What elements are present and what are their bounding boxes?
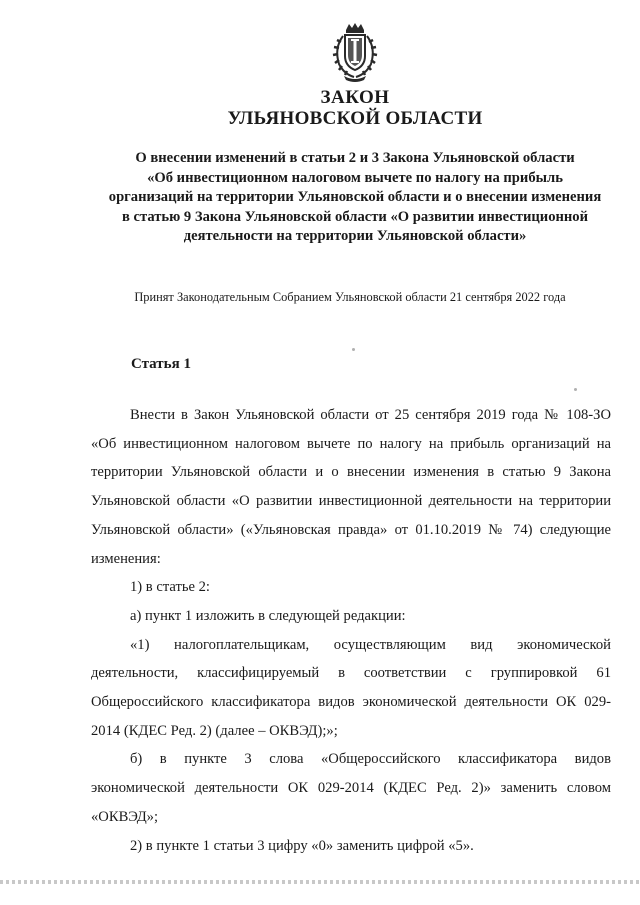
law-title-line: «Об инвестиционном налоговом вычете по налогу на прибыль (147, 169, 563, 186)
paragraph: 1) в статье 2: (130, 579, 210, 596)
region-heading: УЛЬЯНОВСКОЙ ОБЛАСТИ (227, 108, 483, 129)
paragraph: «1) налогоплательщикам, осуществляющим вид экономической деятельности, классифицируемый в соответствии с группировкой 61 Общероссийского классификатора видов экономической деятельности ОК 029-2014 (КДЕС Ред. 2) (далее – ОКВЭД);»; (91, 636, 611, 739)
scan-speck (352, 348, 355, 351)
scan-speck (574, 388, 577, 391)
paragraph: Внести в Закон Ульяновской области от 25 сентября 2019 года № 108-ЗО «Об инвестиционном налоговом вычете по налогу на прибыль организаций на территории Ульяновской области и о внесении изменения в статью 9 Закона Ульяновской области «О развитии инвестиционной деятельности на территории Ульяновской области» («Ульяновская правда» от 01.10.2019 № 74) следующие изменения: (91, 407, 611, 567)
adoption-note: Принят Законодательным Собранием Ульяновской области 21 сентября 2022 года (134, 290, 566, 304)
coat-of-arms-icon (326, 22, 384, 82)
scan-edge (0, 880, 640, 884)
law-title-line: в статью 9 Закона Ульяновской области «О развитии инвестиционной (121, 208, 589, 225)
document-type-heading: ЗАКОН (320, 87, 390, 108)
paragraph: б) в пункте 3 слова «Общероссийского классификатора видов экономической деятельности ОК 029-2014 (КДЕС Ред. 2)» заменить словом «ОКВЭД»; (91, 751, 611, 825)
paragraph: а) пункт 1 изложить в следующей редакции: (130, 607, 406, 624)
law-title-line: организаций на территории Ульяновской области и о внесении изменения (108, 189, 602, 206)
article-heading: Статья 1 (131, 356, 191, 372)
paragraph: 2) в пункте 1 статьи 3 цифру «0» заменить цифрой «5». (130, 837, 474, 854)
law-title-line: деятельности на территории Ульяновской области» (183, 228, 527, 245)
law-title-line: О внесении изменений в статьи 2 и 3 Закона Ульяновской области (135, 150, 575, 166)
article-body (91, 401, 611, 860)
law-title (80, 149, 630, 247)
